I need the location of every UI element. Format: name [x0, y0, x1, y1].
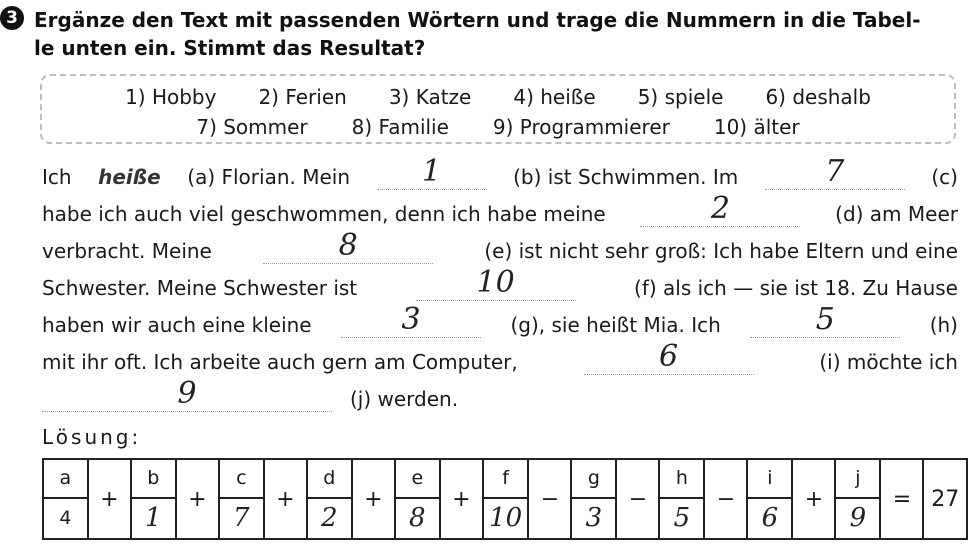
solution-value-h[interactable]	[659, 498, 704, 539]
blank-b[interactable]	[377, 154, 487, 190]
handwritten-value: 7	[233, 503, 250, 534]
blank-e[interactable]	[263, 228, 433, 264]
solution-letter: f	[483, 459, 529, 498]
handwritten-value: 2	[321, 503, 338, 534]
operator: +	[176, 459, 219, 539]
handwritten-value: 5	[673, 503, 691, 534]
handwritten-value: 1	[145, 503, 162, 534]
text-line-5	[42, 302, 958, 338]
handwritten-answer-c: 7	[825, 154, 845, 189]
text-segment: (j) werden.	[350, 387, 459, 411]
word-box-row-1	[42, 84, 954, 110]
solution-letter: i	[747, 459, 792, 498]
text-segment: habe ich auch viel geschwommen, denn ich habe meine	[42, 202, 606, 226]
word-box-row-2	[42, 114, 954, 140]
handwritten-answer-g: 3	[401, 302, 421, 337]
text-segment: verbracht. Meine	[42, 239, 212, 263]
text-segment: (f) als ich — sie ist 18. Zu Hause	[634, 276, 958, 300]
operator: +	[264, 459, 307, 539]
solution-value-i[interactable]	[747, 498, 792, 539]
handwritten-value: 8	[409, 503, 426, 534]
solution-letter: b	[131, 459, 176, 498]
equals-sign: =	[880, 459, 923, 539]
operator: +	[792, 459, 835, 539]
text-line-1	[42, 154, 958, 190]
task-instruction	[34, 6, 964, 62]
solution-value-j[interactable]	[835, 498, 880, 539]
text-segment: Schwester. Meine Schwester ist	[42, 276, 358, 300]
word-option: 5) spiele	[637, 85, 724, 109]
handwritten-value: 6	[761, 503, 779, 534]
handwritten-value: 3	[585, 503, 603, 534]
handwritten-answer-e: 8	[338, 228, 358, 263]
operator: −	[616, 459, 659, 539]
text-segment: mit ihr oft. Ich arbeite auch gern am Computer,	[42, 350, 518, 374]
word-option: 1) Hobby	[125, 85, 217, 109]
text-segment: (i) möchte ich	[819, 350, 958, 374]
solution-value-g[interactable]	[571, 498, 616, 539]
handwritten-answer-d: 2	[710, 191, 730, 226]
solution-letter: d	[307, 459, 352, 498]
blank-c[interactable]	[765, 154, 905, 190]
handwritten-answer-a[interactable]: heiße	[98, 165, 161, 189]
solution-table	[42, 458, 968, 540]
solution-letter: g	[571, 459, 616, 498]
text-line-6	[42, 339, 958, 375]
text-segment: (h)	[929, 313, 958, 337]
word-option: 8) Familie	[351, 115, 449, 139]
text-segment: (e) ist nicht sehr groß: Ich habe Eltern und eine	[484, 239, 958, 263]
handwritten-answer-i: 6	[659, 339, 679, 374]
blank-h[interactable]	[750, 302, 900, 338]
text-segment: (c)	[931, 165, 958, 189]
blank-f[interactable]	[416, 265, 576, 301]
solution-value-e[interactable]	[395, 498, 440, 539]
solution-label: Lösung:	[42, 425, 142, 449]
solution-letter: h	[659, 459, 704, 498]
solution-value-a: 4	[43, 498, 88, 539]
solution-value-d[interactable]	[307, 498, 352, 539]
operator: −	[704, 459, 747, 539]
solution-value-b[interactable]	[131, 498, 176, 539]
handwritten-answer-h: 5	[815, 302, 835, 337]
text-segment: (a) Florian. Mein	[187, 165, 351, 189]
text-segment: haben wir auch eine kleine	[42, 313, 312, 337]
text-line-7	[42, 376, 958, 412]
word-option: 3) Katze	[388, 85, 472, 109]
blank-d[interactable]	[640, 191, 800, 227]
text-segment: Ich	[42, 165, 72, 189]
blank-g[interactable]	[341, 302, 481, 338]
handwritten-answer-f: 10	[476, 265, 515, 300]
word-option: 4) heiße	[513, 85, 596, 109]
handwritten-answer-j: 9	[177, 376, 197, 411]
instruction-line-1: Ergänze den Text mit passenden Wörtern und trage die Nummern in die Tabel-	[34, 8, 921, 32]
operator: −	[528, 459, 571, 539]
solution-value-c[interactable]	[219, 498, 264, 539]
instruction-line-2: le unten ein. Stimmt das Resultat?	[34, 36, 426, 60]
operator: +	[88, 459, 131, 539]
text-segment: (d) am Meer	[835, 202, 958, 226]
solution-letter: a	[43, 459, 88, 498]
text-line-2	[42, 191, 958, 227]
word-option: 6) deshalb	[765, 85, 871, 109]
solution-letter: c	[219, 459, 264, 498]
word-option: 2) Ferien	[258, 85, 347, 109]
text-segment: (b) ist Schwimmen. Im	[513, 165, 739, 189]
operator: +	[352, 459, 395, 539]
text-line-3	[42, 228, 958, 264]
solution-result: 27	[923, 459, 967, 539]
word-option: 10) älter	[713, 115, 800, 139]
word-option: 7) Sommer	[196, 115, 308, 139]
word-box	[40, 74, 956, 144]
blank-j[interactable]	[42, 376, 332, 412]
blank-i[interactable]	[584, 339, 754, 375]
task-number-badge: 3	[0, 6, 24, 30]
text-line-4	[42, 265, 958, 301]
handwritten-value: 10	[489, 503, 523, 534]
word-option: 9) Programmierer	[492, 115, 670, 139]
handwritten-value: 9	[849, 503, 867, 534]
handwritten-answer-b: 1	[422, 154, 442, 189]
text-segment: (g), sie heißt Mia. Ich	[510, 313, 721, 337]
operator: +	[440, 459, 483, 539]
solution-letter: j	[835, 459, 880, 498]
solution-letter: e	[395, 459, 440, 498]
solution-value-f[interactable]	[483, 498, 529, 539]
